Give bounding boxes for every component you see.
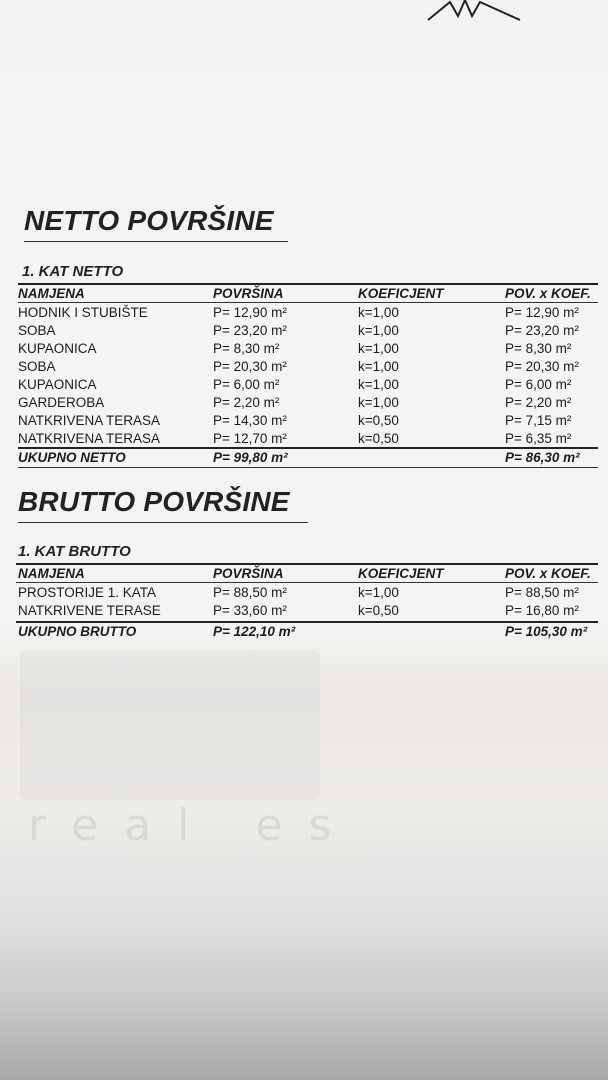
- row-namjena: PROSTORIJE 1. KATA: [18, 585, 157, 600]
- row-koeficjent: k=0,50: [358, 431, 399, 446]
- netto-title: NETTO POVRŠINE: [24, 205, 274, 236]
- table-row: [0, 603, 608, 621]
- watermark-logo: real es: [28, 800, 358, 851]
- row-pov-koef: P= 6,35 m²: [505, 431, 572, 446]
- row-povrsina: P= 12,90 m²: [213, 305, 287, 320]
- table-row: [0, 323, 608, 341]
- netto-total-row: [0, 450, 608, 468]
- row-koeficjent: k=1,00: [358, 323, 399, 338]
- row-pov-koef: P= 16,80 m²: [505, 603, 579, 618]
- table-row: [0, 413, 608, 431]
- row-pov-koef: P= 12,90 m²: [505, 305, 579, 320]
- row-namjena: GARDEROBA: [18, 395, 105, 410]
- row-koeficjent: k=1,00: [358, 585, 399, 600]
- header-pov-koef: POV. x KOEF.: [505, 286, 591, 301]
- row-povrsina: P= 14,30 m²: [213, 413, 287, 428]
- row-namjena: KUPAONICA: [18, 341, 97, 356]
- brutto-header-rule: [16, 582, 598, 583]
- total-area: P= 122,10 m²: [213, 624, 296, 639]
- table-row: [0, 359, 608, 377]
- header-koeficjent: KOEFICJENT: [358, 286, 444, 301]
- row-pov-koef: P= 20,30 m²: [505, 359, 579, 374]
- netto-subtitle-rule: [18, 283, 598, 285]
- brutto-total-rule: [16, 621, 598, 623]
- row-pov-koef: P= 7,15 m²: [505, 413, 572, 428]
- watermark-shape: [20, 650, 320, 800]
- row-koeficjent: k=1,00: [358, 395, 399, 410]
- row-namjena: KUPAONICA: [18, 377, 97, 392]
- logo-mark: [420, 0, 530, 22]
- row-namjena: HODNIK I STUBIŠTE: [18, 305, 148, 320]
- brutto-subtitle: 1. KAT BRUTTO: [18, 543, 131, 560]
- row-koeficjent: k=1,00: [358, 359, 399, 374]
- table-row: [0, 585, 608, 603]
- row-pov-koef: P= 6,00 m²: [505, 377, 572, 392]
- total-area: P= 99,80 m²: [213, 450, 288, 465]
- row-povrsina: P= 8,30 m²: [213, 341, 280, 356]
- netto-total-rule: [18, 447, 598, 449]
- brutto-title-underline: [18, 522, 308, 523]
- total-weighted: P= 86,30 m²: [505, 450, 580, 465]
- row-pov-koef: P= 23,20 m²: [505, 323, 579, 338]
- table-row: [0, 305, 608, 323]
- total-label: UKUPNO NETTO: [18, 450, 126, 465]
- row-namjena: NATKRIVENA TERASA: [18, 413, 161, 428]
- row-koeficjent: k=0,50: [358, 413, 399, 428]
- row-pov-koef: P= 2,20 m²: [505, 395, 572, 410]
- row-povrsina: P= 20,30 m²: [213, 359, 287, 374]
- row-namjena: NATKRIVENA TERASA: [18, 431, 161, 446]
- row-koeficjent: k=1,00: [358, 341, 399, 356]
- row-namjena: NATKRIVENE TERASE: [18, 603, 161, 618]
- header-koeficjent: KOEFICJENT: [358, 566, 444, 581]
- row-pov-koef: P= 8,30 m²: [505, 341, 572, 356]
- row-namjena: SOBA: [18, 359, 56, 374]
- total-label: UKUPNO BRUTTO: [18, 624, 137, 639]
- header-namjena: NAMJENA: [18, 566, 85, 581]
- header-povrsina: POVRŠINA: [213, 286, 284, 301]
- row-koeficjent: k=1,00: [358, 377, 399, 392]
- row-povrsina: P= 23,20 m²: [213, 323, 287, 338]
- brutto-title: BRUTTO POVRŠINE: [18, 486, 290, 517]
- row-povrsina: P= 88,50 m²: [213, 585, 287, 600]
- table-row: [0, 377, 608, 395]
- brutto-subtitle-rule: [16, 563, 598, 565]
- row-koeficjent: k=0,50: [358, 603, 399, 618]
- netto-bottom-rule: [18, 467, 598, 468]
- table-row: [0, 395, 608, 413]
- netto-subtitle: 1. KAT NETTO: [22, 263, 124, 280]
- row-koeficjent: k=1,00: [358, 305, 399, 320]
- row-povrsina: P= 12,70 m²: [213, 431, 287, 446]
- netto-header-rule: [18, 302, 598, 303]
- row-namjena: SOBA: [18, 323, 56, 338]
- row-pov-koef: P= 88,50 m²: [505, 585, 579, 600]
- netto-title-underline: [24, 241, 288, 242]
- header-pov-koef: POV. x KOEF.: [505, 566, 591, 581]
- table-row: [0, 341, 608, 359]
- header-povrsina: POVRŠINA: [213, 566, 284, 581]
- total-weighted: P= 105,30 m²: [505, 624, 588, 639]
- row-povrsina: P= 6,00 m²: [213, 377, 280, 392]
- header-namjena: NAMJENA: [18, 286, 85, 301]
- row-povrsina: P= 33,60 m²: [213, 603, 287, 618]
- brutto-total-row: [0, 624, 608, 642]
- row-povrsina: P= 2,20 m²: [213, 395, 280, 410]
